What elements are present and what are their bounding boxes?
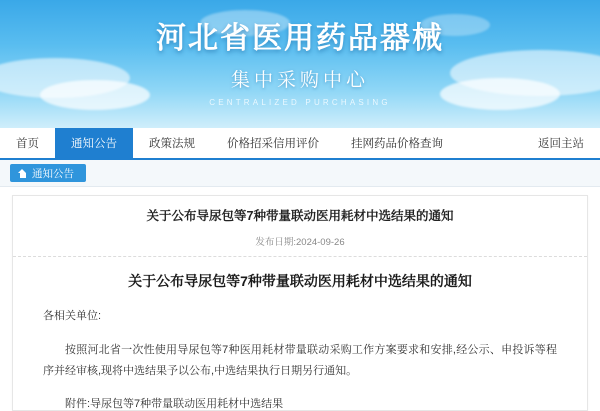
article-header (13, 196, 587, 257)
main-navigation (0, 128, 600, 160)
nav-item-home[interactable]: 首页 (0, 128, 55, 158)
article-attachment: 附件:导尿包等7种带量联动医用耗材中选结果 (43, 394, 557, 411)
article-header-title: 关于公布导尿包等7种带量联动医用耗材中选结果的通知 (37, 208, 563, 226)
article-body (13, 257, 587, 411)
site-subtitle: 集中采购中心 (0, 65, 600, 92)
article-title: 关于公布导尿包等7种带量联动医用耗材中选结果的通知 (43, 271, 557, 292)
article-paragraph: 按照河北省一次性使用导尿包等7种医用耗材带量联动采购工作方案要求和安排,经公示、申投诉等程序并经审核,现将中选结果予以公布,中选结果执行日期另行通知。 (43, 340, 557, 382)
nav-item-notices[interactable]: 通知公告 (55, 128, 133, 158)
nav-item-back-to-main-site[interactable]: 返回主站 (522, 128, 600, 158)
article-publish-date: 发布日期:2024-09-26 (37, 234, 563, 248)
site-banner (0, 0, 600, 128)
breadcrumb-current[interactable] (10, 164, 86, 182)
article-salutation: 各相关单位: (43, 306, 557, 327)
nav-item-price-query[interactable]: 挂网药品价格查询 (335, 128, 459, 158)
site-title: 河北省医用药品器械 (0, 22, 600, 55)
breadcrumb (0, 160, 600, 187)
nav-item-credit-evaluation[interactable]: 价格招采信用评价 (211, 128, 335, 158)
nav-spacer (459, 128, 522, 158)
article-card (12, 195, 588, 411)
site-title-english: CENTRALIZED PURCHASING (0, 98, 600, 107)
home-icon (18, 169, 27, 178)
nav-item-policies[interactable]: 政策法规 (133, 128, 211, 158)
breadcrumb-label: 通知公告 (32, 166, 74, 181)
